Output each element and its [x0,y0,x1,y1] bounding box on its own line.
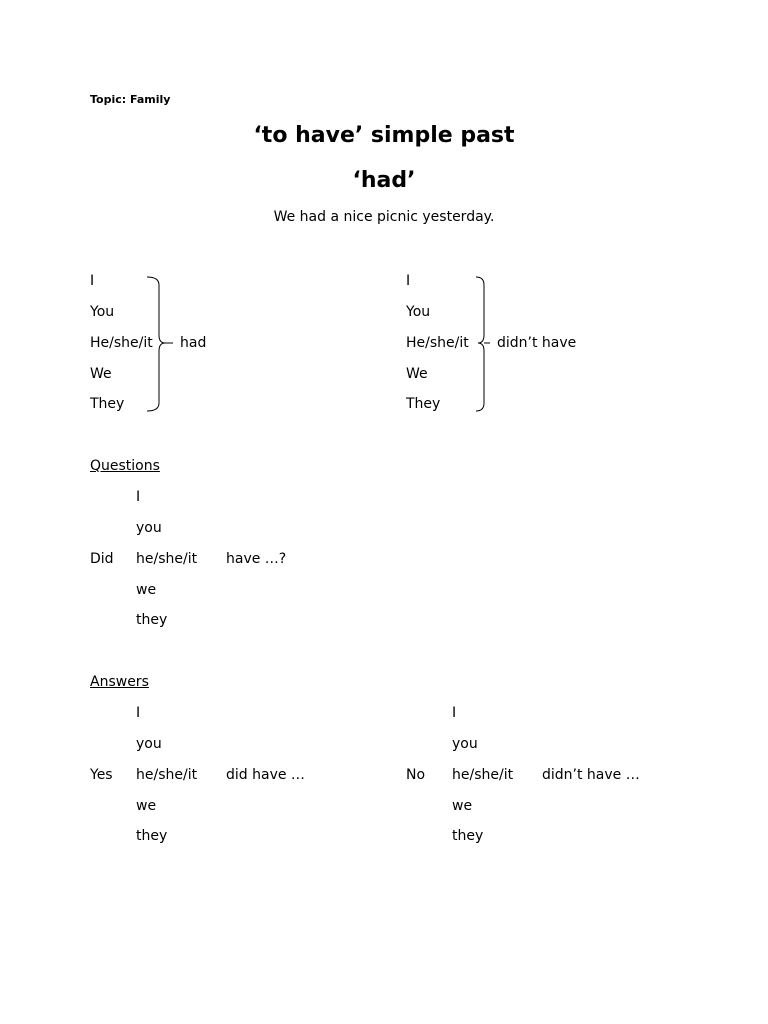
answer-no-pronoun: I [452,705,457,721]
answer-yes-pronoun: you [136,736,162,752]
question-verb: have …? [226,551,287,567]
affirmative-brace [145,275,175,415]
answer-yes-pronoun: I [136,705,141,721]
answer-yes-verb: did have … [226,767,305,783]
question-auxiliary: Did [90,551,114,567]
negative-pronoun: You [406,304,431,320]
negative-verb: didn’t have [497,335,577,351]
page-title: ‘to have’ simple past [253,123,515,148]
question-pronoun: he/she/it [136,551,198,567]
negative-pronoun: He/she/it [406,335,469,351]
answer-no-pronoun: he/she/it [452,767,514,783]
answers-heading: Answers [90,674,149,690]
affirmative-pronoun: We [90,366,112,382]
negative-pronoun: We [406,366,428,382]
affirmative-pronoun: They [90,396,125,412]
answer-no-lead: No [406,767,426,783]
answer-no-pronoun: we [452,798,473,814]
answer-yes-pronoun: they [136,828,168,844]
affirmative-pronoun: You [90,304,115,320]
page-subtitle: ‘had’ [352,168,416,193]
question-pronoun: you [136,520,162,536]
answer-yes-pronoun: we [136,798,157,814]
answer-no-pronoun: you [452,736,478,752]
example-sentence: We had a nice picnic yesterday. [273,209,495,225]
topic-label: Topic: Family [90,93,171,106]
negative-pronoun: They [406,396,441,412]
questions-heading: Questions [90,458,160,474]
question-pronoun: I [136,489,141,505]
affirmative-pronoun: I [90,273,95,289]
question-pronoun: we [136,582,157,598]
answer-yes-lead: Yes [90,767,113,783]
negative-pronoun: I [406,273,411,289]
answer-yes-pronoun: he/she/it [136,767,198,783]
affirmative-verb: had [180,335,207,351]
question-pronoun: they [136,612,168,628]
answer-no-pronoun: they [452,828,484,844]
affirmative-pronoun: He/she/it [90,335,153,351]
answer-no-verb: didn’t have … [542,767,640,783]
